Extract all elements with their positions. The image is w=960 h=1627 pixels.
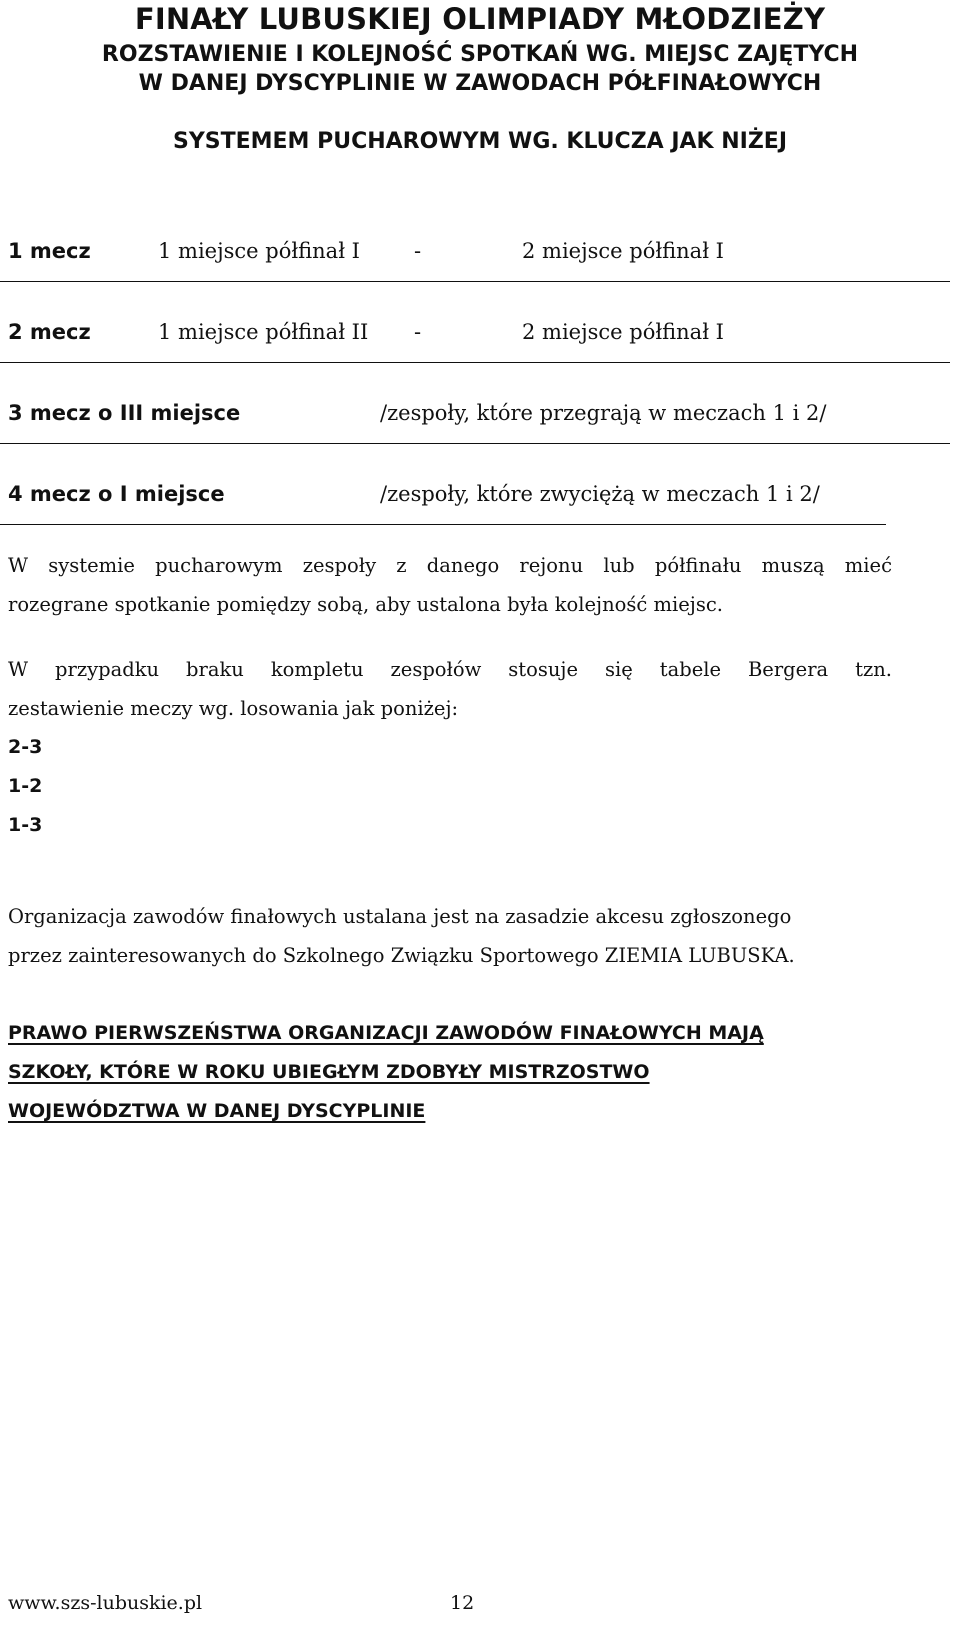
cup-rule-paragraph: [8, 546, 892, 624]
divider-line: [0, 443, 950, 444]
paragraph-line: zestawienie meczy wg. losowania jak poniżej:: [8, 697, 459, 720]
paragraph-line: Organizacja zawodów finałowych ustalana jest na zasadzie akcesu zgłoszonego: [8, 905, 792, 928]
match-team-b: 2 miejsce półfinał I: [522, 239, 724, 263]
match-label: 3 mecz o III miejsce: [8, 401, 241, 425]
notice-line: PRAWO PIERWSZEŃSTWA ORGANIZACJI ZAWODÓW FINAŁOWYCH MAJĄ: [8, 1022, 764, 1044]
notice-line: SZKOŁY, KTÓRE W ROKU UBIEGŁYM ZDOBYŁY MISTRZOSTWO: [8, 1061, 650, 1083]
document-title: FINAŁY LUBUSKIEJ OLIMPIADY MŁODZIEŻY: [134, 2, 826, 36]
berger-paragraph: [8, 650, 892, 728]
match-team-a: 1 miejsce półfinał I: [158, 239, 360, 263]
divider-line: [0, 524, 886, 525]
paragraph-line: W przypadku braku kompletu zespołów stosuje się tabele Bergera tzn.: [8, 658, 892, 681]
pairings-list: [8, 728, 42, 845]
paragraph-line: W systemie pucharowym zespoły z danego rejonu lub półfinału muszą mieć: [8, 554, 892, 577]
match-separator: -: [414, 239, 422, 263]
page-number: 12: [450, 1592, 475, 1614]
organization-paragraph: [8, 897, 795, 975]
match-row-3: [8, 401, 958, 441]
match-team-b: 2 miejsce półfinał I: [522, 320, 724, 344]
paragraph-line: rozegrane spotkanie pomiędzy sobą, aby ustalona była kolejność miejsc.: [8, 593, 723, 616]
match-note: /zespoły, które zwyciężą w meczach 1 i 2/: [380, 482, 820, 506]
match-team-a: 1 miejsce półfinał II: [158, 320, 369, 344]
paragraph-line: przez zainteresowanych do Szkolnego Związku Sportowego ZIEMIA LUBUSKA.: [8, 944, 795, 967]
match-row-2: [8, 320, 958, 360]
priority-notice: [8, 1014, 764, 1131]
pairing-item: 1-3: [8, 814, 43, 836]
document-subtitle-line-2: W DANEJ DYSCYPLINIE W ZAWODACH PÓŁFINAŁOWYCH: [138, 71, 822, 96]
document-subtitle-line-1: ROZSTAWIENIE I KOLEJNOŚĆ SPOTKAŃ WG. MIEJSC ZAJĘTYCH: [101, 42, 859, 67]
match-row-4: [8, 482, 958, 522]
match-label: 1 mecz: [8, 239, 91, 263]
divider-line: [0, 362, 950, 363]
system-heading: SYSTEMEM PUCHAROWYM WG. KLUCZA JAK NIŻEJ: [172, 129, 788, 154]
match-label: 4 mecz o I miejsce: [8, 482, 225, 506]
match-row-1: [8, 239, 958, 279]
match-separator: -: [414, 320, 422, 344]
notice-line: WOJEWÓDZTWA W DANEJ DYSCYPLINIE: [8, 1100, 426, 1122]
divider-line: [0, 281, 950, 282]
pairing-item: 2-3: [8, 736, 43, 758]
match-note: /zespoły, które przegrają w meczach 1 i 2/: [380, 401, 827, 425]
pairing-item: 1-2: [8, 775, 43, 797]
match-label: 2 mecz: [8, 320, 91, 344]
footer-url: www.szs-lubuskie.pl: [8, 1592, 203, 1614]
